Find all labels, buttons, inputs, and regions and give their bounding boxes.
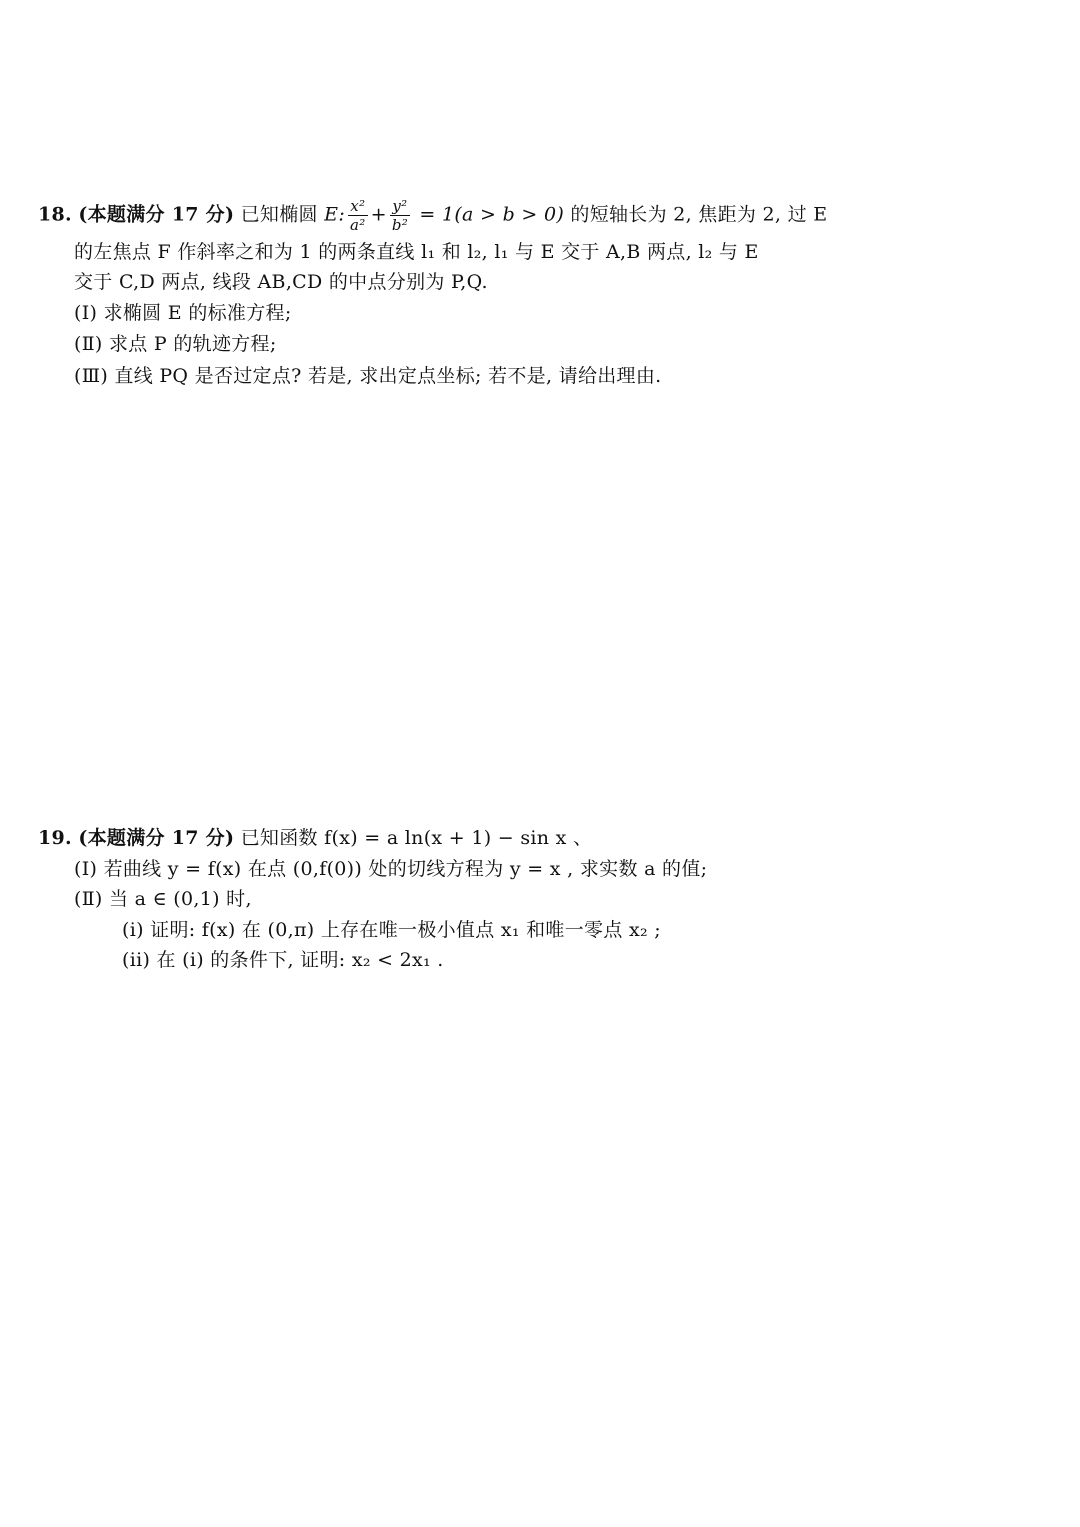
problem-18-part-1: (Ⅰ) 求椭圆 E 的标准方程; [74, 302, 292, 324]
problem-19-stem-line [38, 825, 592, 851]
ellipse-name: E: [324, 203, 346, 226]
problem-18-stem-line-2: 的左焦点 F 作斜率之和为 1 的两条直线 l₁ 和 l₂, l₁ 与 E 交于 A,B 两点, l₂ 与 E [74, 241, 759, 263]
problem-19-part-1: (Ⅰ) 若曲线 y = f(x) 在点 (0,f(0)) 处的切线方程为 y = x , 求实数 a 的值; [74, 858, 708, 880]
problem-19-stem: 已知函数 f(x) = a ln(x + 1) − sin x 、 [240, 827, 593, 849]
fraction-numerator: x² [350, 197, 366, 215]
problem-19-sub-2: (ii) 在 (i) 的条件下, 证明: x₂ < 2x₁ . [122, 949, 444, 971]
problem-19-sub-1: (i) 证明: f(x) 在 (0,π) 上存在唯一极小值点 x₁ 和唯一零点 x₂ ; [122, 919, 661, 941]
fraction-y2-b2 [390, 197, 410, 234]
plus-sign: + [370, 203, 387, 226]
problem-18-score: (本题满分 17 分) [78, 203, 235, 226]
fraction-numerator: y² [392, 197, 408, 215]
problem-18-stem-line-1 [38, 197, 827, 234]
ellipse-equation-rhs: = 1(a > b > 0) [419, 203, 565, 226]
problem-18-number: 18. [38, 203, 72, 226]
problem-19-part-2: (Ⅱ) 当 a ∈ (0,1) 时, [74, 888, 252, 910]
fraction-x2-a2 [348, 197, 368, 234]
problem-19-score: (本题满分 17 分) [78, 827, 235, 849]
problem-19-number: 19. [38, 827, 72, 849]
problem-18-stem-line-3: 交于 C,D 两点, 线段 AB,CD 的中点分别为 P,Q. [74, 271, 488, 293]
fraction-denominator: b² [391, 216, 409, 234]
problem-18-part-3: (Ⅲ) 直线 PQ 是否过定点? 若是, 求出定点坐标; 若不是, 请给出理由. [74, 365, 662, 387]
problem-18-part-2: (Ⅱ) 求点 P 的轨迹方程; [74, 333, 277, 355]
fraction-denominator: a² [350, 216, 366, 234]
problem-18-stem-pre: 已知椭圆 [240, 203, 318, 226]
problem-18-stem-post: 的短轴长为 2, 焦距为 2, 过 E [570, 203, 828, 226]
